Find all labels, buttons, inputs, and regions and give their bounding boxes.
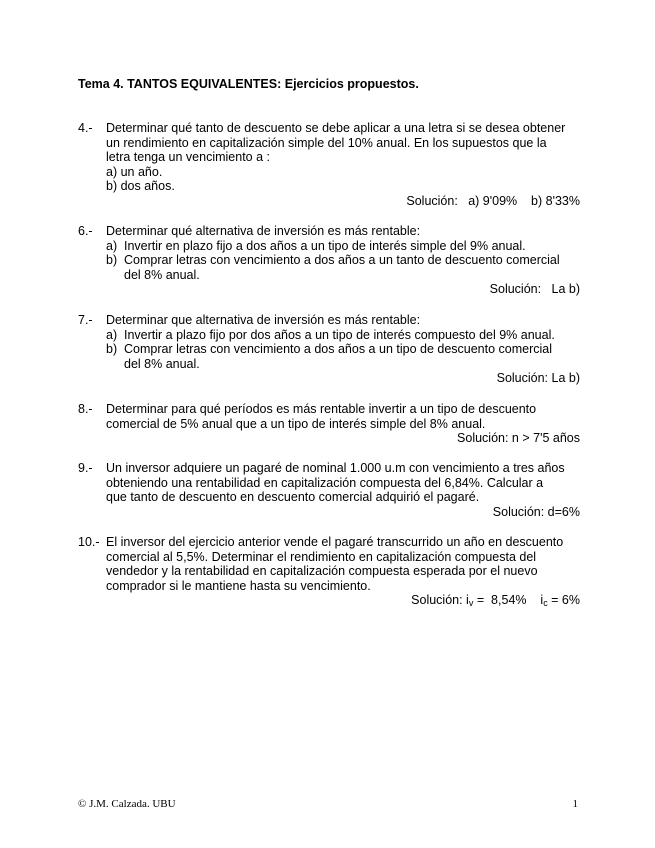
exercise-solution: Solución: a) 9'09% b) 8'33% [406,193,580,208]
exercise-6 [78,224,580,297]
solution-prefix: Solución: i [411,593,469,608]
exercise-number: 9.- [78,461,93,475]
exercise-text-line: Determinar para qué períodos es más rentable invertir a un tipo de descuento [106,402,537,416]
exercise-number: 8.- [78,402,93,416]
page-title: Tema 4. TANTOS EQUIVALENTES: Ejercicios propuestos. [78,77,419,91]
exercise-10 [78,535,580,609]
exercise-number: 10.- [78,535,100,549]
exercise-text-line: Un inversor adquiere un pagaré de nominal 1.000 u.m con vencimiento a tres años [106,461,565,475]
exercise-solution [78,593,580,609]
exercise-number: 7.- [78,313,93,327]
subscript-c: c [543,598,548,609]
item-label: a) [106,238,118,253]
exercise-text-line: comprador si le mantiene hasta su vencimiento. [106,578,371,593]
exercise-item [106,253,580,282]
item-text-line: del 8% anual. [124,356,200,371]
exercise-4 [78,121,580,209]
exercise-text-line: que tanto de descuento en descuento comercial adquirió el pagaré. [106,490,480,505]
exercise-8 [78,402,580,446]
exercise-text-line: obteniendo una rentabilidad en capitalización compuesta del 6,84%. Calcular a [106,475,544,490]
exercise-text-line: Determinar qué tanto de descuento se debe aplicar a una letra si se desea obtener [106,121,566,135]
exercise-solution: Solución: n > 7'5 años [457,431,580,446]
item-label: b) [106,253,118,268]
exercise-text-line: vendedor y la rentabilidad en capitalización compuesta esperada por el nuevo [106,564,538,579]
exercise-number: 6.- [78,224,93,238]
exercise-option: a) un año. [106,164,163,179]
solution-mid: = 8,54% i [473,593,544,608]
item-text-line: Comprar letras con vencimiento a dos años a un tipo de descuento comercial [124,342,553,357]
exercise-item [106,342,580,371]
item-text-line: del 8% anual. [124,267,200,282]
exercise-solution: Solución: La b) [496,371,580,386]
solution-suffix: = 6% [547,593,580,608]
exercise-text-line: comercial al 5,5%. Determinar el rendimiento en capitalización compuesta del [106,549,537,564]
item-text-line: Comprar letras con vencimiento a dos años a un tanto de descuento comercial [124,253,560,268]
item-text-line: Invertir a plazo fijo por dos años a un tipo de interés compuesto del 9% anual. [124,327,555,342]
exercise-solution: Solución: d=6% [492,504,580,519]
item-label: a) [106,327,118,342]
exercise-9 [78,461,580,519]
exercise-option: b) dos años. [106,179,175,194]
footer-copyright: © J.M. Calzada. UBU [78,798,176,810]
exercise-item [106,239,580,254]
exercise-number: 4.- [78,121,93,135]
subscript-v: v [468,598,474,609]
exercise-7 [78,313,580,386]
exercise-solution: Solución: La b) [489,282,580,297]
exercise-text-line: Determinar qué alternativa de inversión es más rentable: [106,224,421,238]
exercise-text-line: comercial de 5% anual que a un tipo de interés simple del 8% anual. [106,416,486,431]
exercise-item [106,328,580,343]
exercise-text-line: Determinar que alternativa de inversión es más rentable: [106,313,421,327]
item-text-line: Invertir en plazo fijo a dos años a un tipo de interés simple del 9% anual. [124,238,526,253]
exercise-text-line: letra tenga un vencimiento a : [106,150,270,165]
exercise-text-line: El inversor del ejercicio anterior vende el pagaré transcurrido un año en descuento [106,535,564,549]
exercise-text-line: un rendimiento en capitalización simple del 10% anual. En los supuestos que la [106,135,547,150]
item-label: b) [106,342,118,357]
page-number: 1 [572,798,578,810]
